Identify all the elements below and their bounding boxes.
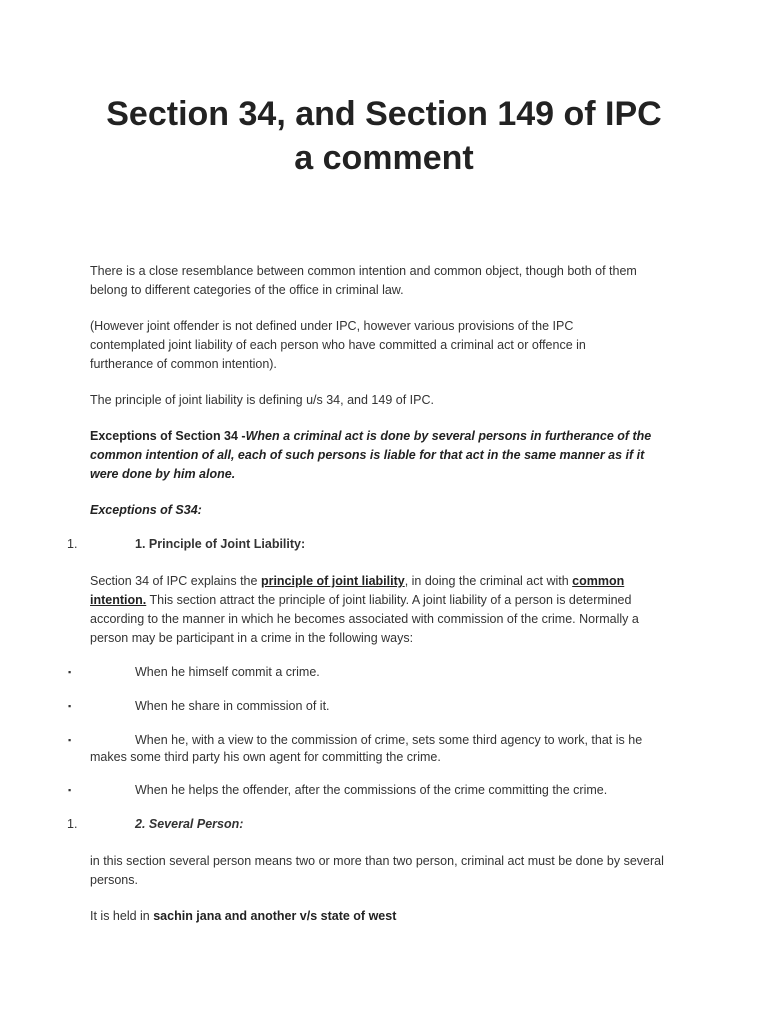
common-intention-link[interactable]: common intention. [90, 574, 625, 607]
bullet-item-4: When he helps the offender, after the commissions of the crime committing the crime. [135, 783, 608, 797]
principle-joint-liability-heading: 1. Principle of Joint Liability: [135, 537, 306, 551]
list-number-1: 1. [67, 537, 78, 551]
intro-paragraph: There is a close resemblance between common intention and common object, though both of them belong to different categories of the office in criminal law. [90, 264, 637, 297]
list-number-2: 1. [67, 817, 78, 831]
title-line-2: a comment [294, 139, 474, 177]
explanation-text-b: , in doing the criminal act with [404, 574, 573, 588]
bullet-marker: ▪ [68, 785, 72, 795]
principle-joint-liability-link[interactable]: principle of joint liability [260, 574, 405, 588]
joint-offender-paragraph: (However joint offender is not defined under IPC, however various provisions of the IPC contemplated joint liability of each person who have committed a criminal act or offence in furtherance of common intention). [90, 319, 586, 371]
bullet-marker: ▪ [68, 667, 72, 677]
exceptions-section-34-paragraph [90, 427, 660, 484]
title-line-1: Section 34, and Section 149 of IPC [106, 95, 662, 133]
exceptions-definition: When a criminal act is done by several persons in furtherance of the common intention of all, each of such persons is liable for that act in the same manner as if it were done by him alone. [90, 429, 652, 481]
bullet-item-2: When he share in commission of it. [135, 699, 330, 713]
exceptions-s34-heading: Exceptions of S34: [90, 503, 202, 517]
bullet-marker: ▪ [68, 735, 72, 745]
several-person-heading: 2. Several Person: [135, 817, 244, 831]
bullet-item-1: When he himself commit a crime. [135, 665, 320, 679]
held-prefix: It is held in [90, 909, 154, 923]
joint-liability-paragraph: The principle of joint liability is defining u/s 34, and 149 of IPC. [90, 393, 434, 407]
explanation-text-a: Section 34 of IPC explains the [90, 574, 261, 588]
exceptions-label: Exceptions of Section 34 - [90, 429, 246, 443]
case-held-paragraph [90, 907, 650, 926]
page-title [0, 92, 768, 180]
bullet-marker: ▪ [68, 701, 72, 711]
case-name: sachin jana and another v/s state of west [153, 909, 397, 923]
several-person-paragraph: in this section several person means two or more than two person, criminal act must be done by several persons. [90, 854, 664, 887]
section-34-explanation [90, 572, 650, 648]
bullet-item-3: When he, with a view to the commission of crime, sets some third agency to work, that is he makes some third party his own agent for committing the crime. [90, 733, 643, 764]
explanation-text-c: This section attract the principle of joint liability. A joint liability of a person is determined according to the manner in which he becomes associated with commission of the crime. Normally a person may be participant in a crime in the following ways: [90, 593, 639, 645]
